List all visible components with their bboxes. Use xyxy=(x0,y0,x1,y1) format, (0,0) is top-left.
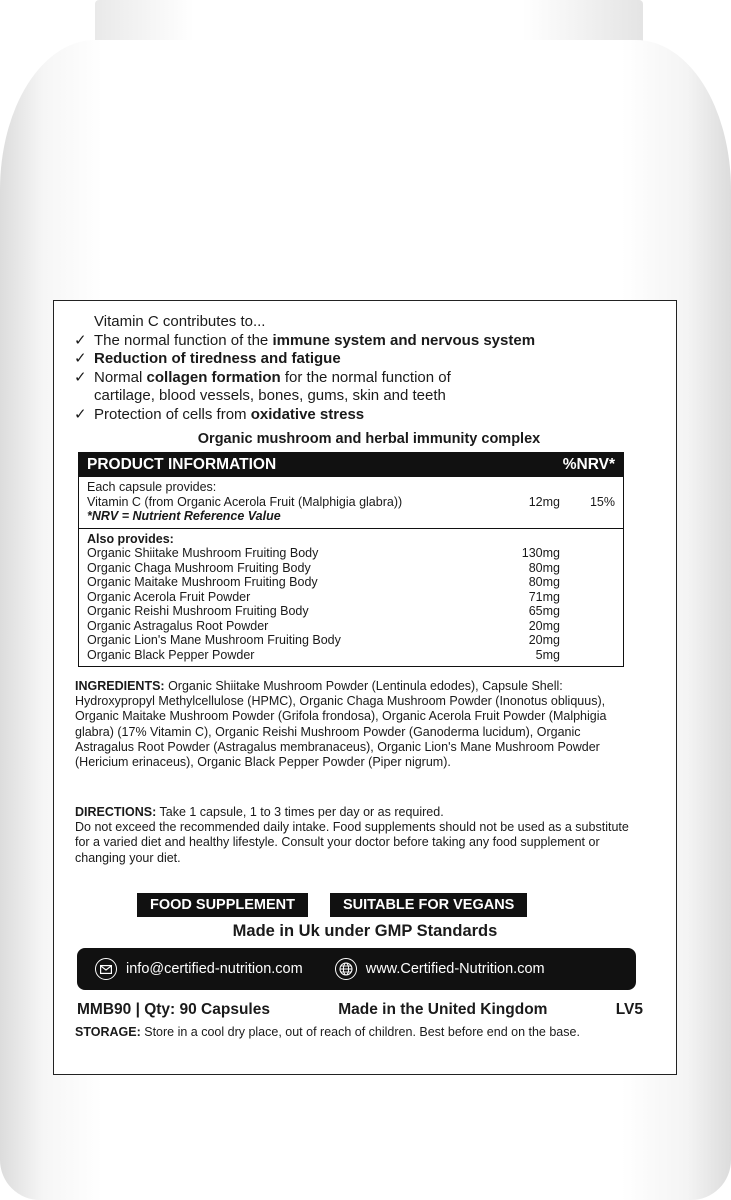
directions-label: DIRECTIONS: xyxy=(75,805,157,819)
table-row: Organic Chaga Mushroom Fruiting Body 80mg xyxy=(87,560,560,575)
envelope-icon xyxy=(95,958,117,980)
check-icon: ✓ xyxy=(74,350,87,367)
directions-warning: Do not exceed the recommended daily intake. Food supplements should not be used as a substitute for a varied diet and healthy lifestyle. Consult your doctor before taking any food supplement or changing your diet. xyxy=(75,820,629,865)
gmp-statement: Made in Uk under GMP Standards xyxy=(232,922,498,940)
pi-title: PRODUCT INFORMATION xyxy=(87,456,277,473)
email-contact[interactable] xyxy=(77,958,303,980)
complex-title: Organic mushroom and herbal immunity complex xyxy=(197,431,541,447)
product-information-table xyxy=(78,452,624,667)
claims-intro: Vitamin C contributes to... xyxy=(94,313,266,330)
nrv-header: %NRV* xyxy=(562,456,615,473)
badges xyxy=(137,893,527,917)
pi-header xyxy=(79,453,623,477)
nrv-note: *NRV = Nutrient Reference Value xyxy=(87,509,281,523)
globe-icon xyxy=(335,958,357,980)
origin: Made in the United Kingdom xyxy=(338,1001,548,1018)
directions-text: Take 1 capsule, 1 to 3 times per day or as required. xyxy=(159,805,444,819)
claim-immune: ✓ The normal function of the immune system and nervous system xyxy=(74,331,536,349)
vitamin-c-claims xyxy=(74,313,664,449)
claim-oxidative: ✓ Protection of cells from oxidative stress xyxy=(74,405,365,423)
pi-also-section xyxy=(79,528,623,667)
food-supplement-badge: FOOD SUPPLEMENT xyxy=(137,893,308,917)
product-label xyxy=(53,300,677,1075)
table-row: Organic Lion's Mane Mushroom Fruiting Body 20mg xyxy=(87,633,560,647)
table-row: Organic Acerola Fruit Powder 71mg xyxy=(87,589,560,604)
pi-vitamin-section xyxy=(79,477,623,528)
contact-bar xyxy=(77,948,636,990)
batch-code: LV5 xyxy=(615,1001,643,1018)
also-provides-label: Also provides: xyxy=(87,531,174,546)
product-meta xyxy=(77,1001,643,1019)
storage-block xyxy=(75,1025,640,1040)
email-text[interactable]: info@certified-nutrition.com xyxy=(126,961,303,977)
table-row: Organic Shiitake Mushroom Fruiting Body 130mg xyxy=(87,546,560,560)
vegan-badge: SUITABLE FOR VEGANS xyxy=(330,893,527,917)
table-row: Organic Black Pepper Powder 5mg xyxy=(87,647,560,662)
table-row: Organic Reishi Mushroom Fruiting Body 65mg xyxy=(87,604,560,618)
claim-tiredness: ✓ Reduction of tiredness and fatigue xyxy=(74,350,341,367)
check-icon: ✓ xyxy=(74,405,87,423)
website-contact[interactable] xyxy=(317,958,545,980)
each-capsule-label: Each capsule provides: xyxy=(87,480,217,494)
ingredients-text: Organic Shiitake Mushroom Powder (Lentinula edodes), Capsule Shell: Hydroxypropyl Methylcellulose (HPMC), Organic Chaga Mushroom Powder (Inonotus obliquus), Organic Maitake Mushroom Powder (Grifola frondosa), Organic Acerola Fruit Powder (Malphigia glabra) (17% Vitamin C), Organic Reishi Mushroom Powder (Ganoderma lucidum), Organic Astragalus Root Powder (Astragalus membranaceus), Organic Lion's Mane Mushroom Powder (Hericium erinaceus), Organic Black Pepper Powder (Piper nigrum). xyxy=(75,679,607,770)
table-row: Organic Astragalus Root Powder 20mg xyxy=(87,618,560,633)
table-row: Organic Maitake Mushroom Fruiting Body 80mg xyxy=(87,575,560,589)
claim-collagen: ✓ Normal collagen formation for the normal function of cartilage, blood vessels, bones, gums, skin and teeth xyxy=(74,368,451,404)
storage-label: STORAGE: xyxy=(75,1025,141,1039)
product-code: MMB90 | Qty: 90 Capsules xyxy=(77,1001,270,1018)
ingredients-label: INGREDIENTS: xyxy=(75,679,165,693)
check-icon: ✓ xyxy=(74,331,87,349)
website-text[interactable]: www.Certified-Nutrition.com xyxy=(365,961,545,977)
vitamin-c-row: Vitamin C (from Organic Acerola Fruit (Malphigia glabra)) 12mg 15% xyxy=(87,494,615,509)
directions-block xyxy=(75,805,640,866)
check-icon: ✓ xyxy=(74,368,87,386)
ingredients-block xyxy=(75,679,640,770)
storage-text: Store in a cool dry place, out of reach of children. Best before end on the base. xyxy=(144,1025,580,1039)
